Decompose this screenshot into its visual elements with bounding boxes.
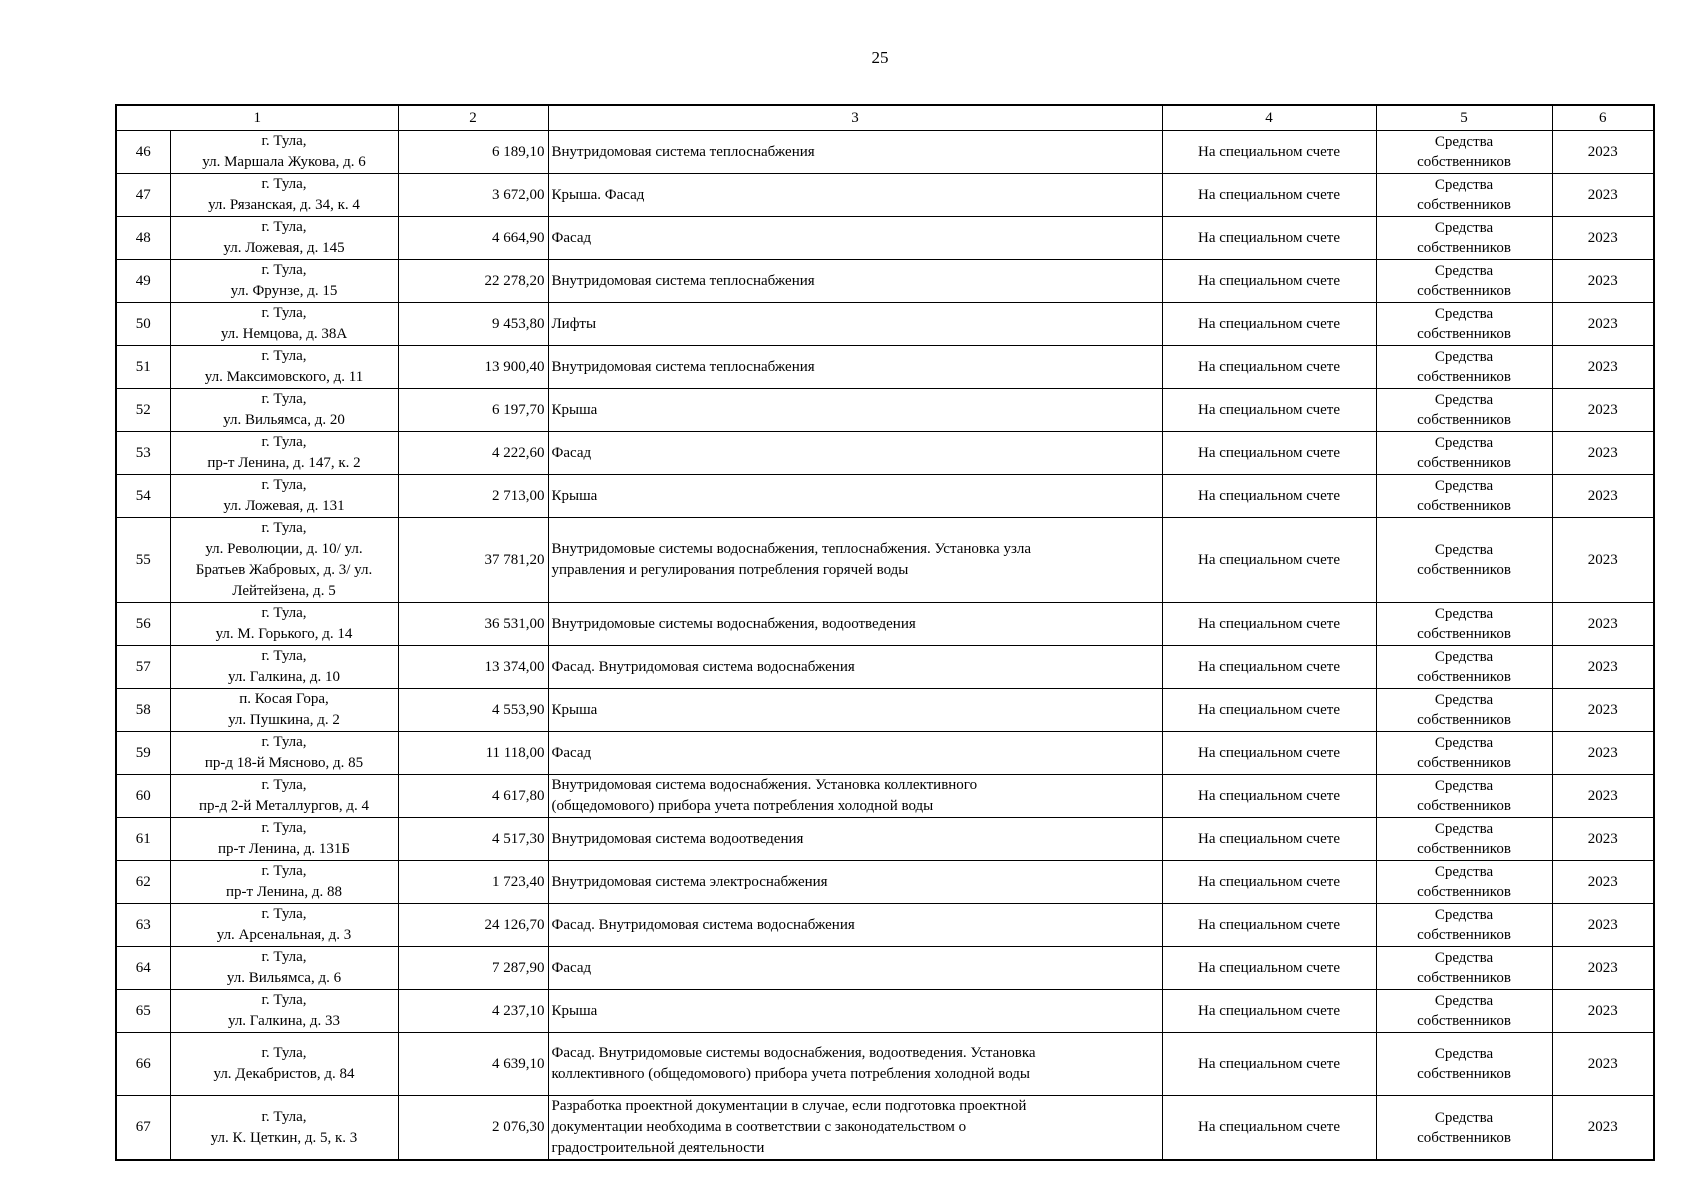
address-line-2: ул. Ложевая, д. 131 bbox=[223, 498, 345, 514]
address bbox=[170, 518, 398, 603]
address-line-1: г. Тула, bbox=[261, 820, 307, 836]
header-col-1: 1 bbox=[116, 105, 398, 131]
funding-source-line-1: Средства bbox=[1434, 864, 1494, 880]
funding-source bbox=[1376, 990, 1552, 1033]
year: 2023 bbox=[1552, 131, 1654, 174]
funding-source-line-2: собственников bbox=[1417, 884, 1511, 900]
work-type: Крыша bbox=[548, 475, 1162, 518]
table-row bbox=[116, 303, 1654, 346]
funding-source bbox=[1376, 603, 1552, 646]
funding-source-line-1: Средства bbox=[1434, 177, 1494, 193]
cost: 13 900,40 bbox=[398, 346, 548, 389]
address bbox=[170, 818, 398, 861]
address-line-4: Лейтейзена, д. 5 bbox=[232, 583, 336, 599]
cost: 4 664,90 bbox=[398, 217, 548, 260]
cost: 4 639,10 bbox=[398, 1033, 548, 1096]
table-row bbox=[116, 646, 1654, 689]
address-line-2: ул. Революции, д. 10/ ул. bbox=[205, 541, 363, 557]
funding-source bbox=[1376, 904, 1552, 947]
funding-source-line-1: Средства bbox=[1434, 950, 1494, 966]
funding-source-line-2: собственников bbox=[1417, 326, 1511, 342]
work-type-line-1: Внутридомовая система водоснабжения. Установка коллективного bbox=[551, 777, 978, 793]
account-type: На специальном счете bbox=[1162, 217, 1376, 260]
address-line-1: г. Тула, bbox=[261, 777, 307, 793]
funding-source-line-1: Средства bbox=[1434, 263, 1494, 279]
table-row bbox=[116, 1096, 1654, 1161]
row-number: 63 bbox=[116, 904, 170, 947]
account-type: На специальном счете bbox=[1162, 260, 1376, 303]
work-type-line-3: градостроительной деятельности bbox=[551, 1140, 765, 1156]
address-line-1: г. Тула, bbox=[261, 734, 307, 750]
address-line-1: г. Тула, bbox=[261, 391, 307, 407]
header-col-2: 2 bbox=[398, 105, 548, 131]
funding-source-line-2: собственников bbox=[1417, 841, 1511, 857]
year: 2023 bbox=[1552, 260, 1654, 303]
header-col-6: 6 bbox=[1552, 105, 1654, 131]
address-line-2: ул. Арсенальная, д. 3 bbox=[216, 927, 352, 943]
address bbox=[170, 904, 398, 947]
table-row bbox=[116, 603, 1654, 646]
funding-source bbox=[1376, 346, 1552, 389]
row-number: 56 bbox=[116, 603, 170, 646]
cost: 7 287,90 bbox=[398, 947, 548, 990]
funding-source bbox=[1376, 775, 1552, 818]
work-type: Внутридомовые системы водоснабжения, водоотведения bbox=[548, 603, 1162, 646]
year: 2023 bbox=[1552, 1096, 1654, 1161]
address-line-1: г. Тула, bbox=[261, 477, 307, 493]
account-type: На специальном счете bbox=[1162, 818, 1376, 861]
work-type: Фасад bbox=[548, 732, 1162, 775]
address bbox=[170, 303, 398, 346]
work-type-line-1: Разработка проектной документации в случае, если подготовка проектной bbox=[551, 1098, 1027, 1114]
work-type bbox=[548, 518, 1162, 603]
funding-source-line-2: собственников bbox=[1417, 669, 1511, 685]
address-line-1: г. Тула, bbox=[261, 605, 307, 621]
funding-source-line-1: Средства bbox=[1434, 306, 1494, 322]
funding-source-line-1: Средства bbox=[1434, 907, 1494, 923]
address-line-2: ул. Галкина, д. 10 bbox=[227, 669, 341, 685]
funding-source-line-1: Средства bbox=[1434, 435, 1494, 451]
address-line-1: г. Тула, bbox=[261, 992, 307, 1008]
row-number: 57 bbox=[116, 646, 170, 689]
address bbox=[170, 432, 398, 475]
work-type bbox=[548, 1096, 1162, 1161]
year: 2023 bbox=[1552, 518, 1654, 603]
cost: 9 453,80 bbox=[398, 303, 548, 346]
work-type-line-2: коллективного (общедомового) прибора учета потребления холодной воды bbox=[551, 1066, 1030, 1082]
address bbox=[170, 1033, 398, 1096]
cost: 6 197,70 bbox=[398, 389, 548, 432]
work-type bbox=[548, 775, 1162, 818]
address-line-2: ул. Декабристов, д. 84 bbox=[213, 1066, 355, 1082]
work-type: Фасад bbox=[548, 947, 1162, 990]
funding-source-line-2: собственников bbox=[1417, 455, 1511, 471]
funding-source-line-2: собственников bbox=[1417, 1013, 1511, 1029]
table-row bbox=[116, 174, 1654, 217]
account-type: На специальном счете bbox=[1162, 475, 1376, 518]
account-type: На специальном счете bbox=[1162, 646, 1376, 689]
cost: 3 672,00 bbox=[398, 174, 548, 217]
account-type: На специальном счете bbox=[1162, 775, 1376, 818]
account-type: На специальном счете bbox=[1162, 990, 1376, 1033]
funding-source bbox=[1376, 217, 1552, 260]
address-line-1: г. Тула, bbox=[261, 348, 307, 364]
address-line-2: ул. Пушкина, д. 2 bbox=[228, 712, 340, 728]
funding-source-line-2: собственников bbox=[1417, 154, 1511, 170]
address-line-1: г. Тула, bbox=[261, 133, 307, 149]
header-col-3: 3 bbox=[548, 105, 1162, 131]
cost: 22 278,20 bbox=[398, 260, 548, 303]
cost: 4 222,60 bbox=[398, 432, 548, 475]
row-number: 59 bbox=[116, 732, 170, 775]
account-type: На специальном счете bbox=[1162, 603, 1376, 646]
address bbox=[170, 689, 398, 732]
year: 2023 bbox=[1552, 389, 1654, 432]
work-type bbox=[548, 1033, 1162, 1096]
table-row bbox=[116, 775, 1654, 818]
year: 2023 bbox=[1552, 732, 1654, 775]
funding-source-line-2: собственников bbox=[1417, 1129, 1511, 1146]
funding-source-line-1: Средства bbox=[1434, 735, 1494, 751]
funding-source bbox=[1376, 1033, 1552, 1096]
year: 2023 bbox=[1552, 904, 1654, 947]
funding-source-line-1: Средства bbox=[1434, 649, 1494, 665]
funding-source-line-1: Средства bbox=[1434, 542, 1494, 558]
address-line-1: г. Тула, bbox=[261, 949, 307, 965]
table-row bbox=[116, 346, 1654, 389]
year: 2023 bbox=[1552, 818, 1654, 861]
address-line-1: г. Тула, bbox=[261, 1045, 307, 1061]
cost: 6 189,10 bbox=[398, 131, 548, 174]
address-line-1: г. Тула, bbox=[261, 305, 307, 321]
address bbox=[170, 775, 398, 818]
year: 2023 bbox=[1552, 346, 1654, 389]
table-row bbox=[116, 1033, 1654, 1096]
row-number: 52 bbox=[116, 389, 170, 432]
table-row bbox=[116, 861, 1654, 904]
address-line-1: г. Тула, bbox=[261, 176, 307, 192]
funding-source-line-2: собственников bbox=[1417, 798, 1511, 814]
cost: 36 531,00 bbox=[398, 603, 548, 646]
row-number: 61 bbox=[116, 818, 170, 861]
funding-source-line-2: собственников bbox=[1417, 369, 1511, 385]
address-line-2: ул. Маршала Жукова, д. 6 bbox=[202, 154, 366, 170]
year: 2023 bbox=[1552, 990, 1654, 1033]
year: 2023 bbox=[1552, 646, 1654, 689]
cost: 11 118,00 bbox=[398, 732, 548, 775]
funding-source-line-2: собственников bbox=[1417, 1066, 1511, 1082]
funding-source bbox=[1376, 432, 1552, 475]
funding-source-line-2: собственников bbox=[1417, 562, 1511, 578]
funding-source-line-2: собственников bbox=[1417, 755, 1511, 771]
account-type: На специальном счете bbox=[1162, 174, 1376, 217]
address-line-2: пр-т Ленина, д. 147, к. 2 bbox=[207, 455, 361, 471]
work-type: Внутридомовая система водоотведения bbox=[548, 818, 1162, 861]
address-line-1: г. Тула, bbox=[261, 262, 307, 278]
address-line-1: п. Косая Гора, bbox=[239, 691, 329, 707]
address bbox=[170, 217, 398, 260]
funding-source-line-1: Средства bbox=[1434, 606, 1494, 622]
row-number: 53 bbox=[116, 432, 170, 475]
address-line-2: пр-т Ленина, д. 131Б bbox=[217, 841, 351, 857]
address-line-1: г. Тула, bbox=[261, 648, 307, 664]
address bbox=[170, 947, 398, 990]
cost: 4 237,10 bbox=[398, 990, 548, 1033]
table-row bbox=[116, 689, 1654, 732]
funding-source bbox=[1376, 689, 1552, 732]
row-number: 46 bbox=[116, 131, 170, 174]
cost: 1 723,40 bbox=[398, 861, 548, 904]
header-col-5: 5 bbox=[1376, 105, 1552, 131]
address bbox=[170, 732, 398, 775]
work-type-line-1: Внутридомовые системы водоснабжения, теплоснабжения. Установка узла bbox=[551, 541, 1032, 557]
account-type: На специальном счете bbox=[1162, 732, 1376, 775]
year: 2023 bbox=[1552, 217, 1654, 260]
funding-source-line-2: собственников bbox=[1417, 712, 1511, 728]
address-line-2: ул. Вильямса, д. 20 bbox=[223, 412, 345, 428]
funding-source-line-2: собственников bbox=[1417, 197, 1511, 213]
address bbox=[170, 131, 398, 174]
funding-source bbox=[1376, 518, 1552, 603]
row-number: 64 bbox=[116, 947, 170, 990]
row-number: 60 bbox=[116, 775, 170, 818]
address-line-2: пр-д 18-й Мясново, д. 85 bbox=[204, 755, 364, 771]
funding-source-line-1: Средства bbox=[1434, 220, 1494, 236]
funding-source bbox=[1376, 131, 1552, 174]
row-number: 47 bbox=[116, 174, 170, 217]
address bbox=[170, 475, 398, 518]
work-type: Крыша. Фасад bbox=[548, 174, 1162, 217]
funding-source-line-2: собственников bbox=[1417, 970, 1511, 986]
work-type: Фасад bbox=[548, 432, 1162, 475]
address-line-1: г. Тула, bbox=[261, 219, 307, 235]
address bbox=[170, 260, 398, 303]
cost: 4 517,30 bbox=[398, 818, 548, 861]
address-line-2: ул. К. Цеткин, д. 5, к. 3 bbox=[210, 1129, 358, 1146]
account-type: На специальном счете bbox=[1162, 432, 1376, 475]
address-line-2: пр-д 2-й Металлургов, д. 4 bbox=[199, 798, 369, 814]
address bbox=[170, 990, 398, 1033]
row-number: 58 bbox=[116, 689, 170, 732]
cost: 2 076,30 bbox=[398, 1096, 548, 1161]
address bbox=[170, 389, 398, 432]
address bbox=[170, 174, 398, 217]
funding-source bbox=[1376, 260, 1552, 303]
address-line-1: г. Тула, bbox=[261, 906, 307, 922]
year: 2023 bbox=[1552, 861, 1654, 904]
year: 2023 bbox=[1552, 174, 1654, 217]
row-number: 55 bbox=[116, 518, 170, 603]
account-type: На специальном счете bbox=[1162, 131, 1376, 174]
row-number: 50 bbox=[116, 303, 170, 346]
row-number: 51 bbox=[116, 346, 170, 389]
work-type: Крыша bbox=[548, 389, 1162, 432]
funding-source-line-1: Средства bbox=[1434, 778, 1494, 794]
funding-source-line-1: Средства bbox=[1434, 1109, 1494, 1126]
table-row bbox=[116, 475, 1654, 518]
work-type: Фасад. Внутридомовая система водоснабжения bbox=[548, 904, 1162, 947]
work-type: Внутридомовая система теплоснабжения bbox=[548, 260, 1162, 303]
row-number: 67 bbox=[116, 1096, 170, 1161]
table-row bbox=[116, 131, 1654, 174]
funding-source bbox=[1376, 174, 1552, 217]
funding-source-line-1: Средства bbox=[1434, 993, 1494, 1009]
work-type: Внутридомовая система теплоснабжения bbox=[548, 131, 1162, 174]
funding-source-line-1: Средства bbox=[1434, 478, 1494, 494]
work-type: Крыша bbox=[548, 990, 1162, 1033]
account-type: На специальном счете bbox=[1162, 389, 1376, 432]
funding-source bbox=[1376, 732, 1552, 775]
table-row bbox=[116, 260, 1654, 303]
address-line-1: г. Тула, bbox=[261, 434, 307, 450]
work-type-line-1: Фасад. Внутридомовые системы водоснабжения, водоотведения. Установка bbox=[551, 1045, 1036, 1061]
funding-source-line-1: Средства bbox=[1434, 134, 1494, 150]
work-type: Фасад bbox=[548, 217, 1162, 260]
account-type: На специальном счете bbox=[1162, 861, 1376, 904]
row-number: 48 bbox=[116, 217, 170, 260]
work-type: Внутридомовая система теплоснабжения bbox=[548, 346, 1162, 389]
address-line-1: г. Тула, bbox=[261, 520, 307, 536]
account-type: На специальном счете bbox=[1162, 346, 1376, 389]
work-type-line-2: управления и регулирования потребления горячей воды bbox=[551, 562, 909, 578]
table-row bbox=[116, 217, 1654, 260]
year: 2023 bbox=[1552, 603, 1654, 646]
address-line-2: ул. Максимовского, д. 11 bbox=[204, 369, 364, 385]
repair-program-table bbox=[115, 104, 1655, 1161]
work-type-line-2: документации необходима в соответствии с законодательством о bbox=[551, 1119, 967, 1135]
funding-source-line-1: Средства bbox=[1434, 392, 1494, 408]
funding-source bbox=[1376, 475, 1552, 518]
row-number: 66 bbox=[116, 1033, 170, 1096]
work-type: Внутридомовая система электроснабжения bbox=[548, 861, 1162, 904]
row-number: 54 bbox=[116, 475, 170, 518]
year: 2023 bbox=[1552, 775, 1654, 818]
account-type: На специальном счете bbox=[1162, 904, 1376, 947]
address-line-2: ул. Вильямса, д. 6 bbox=[226, 970, 342, 986]
address-line-1: г. Тула, bbox=[261, 863, 307, 879]
funding-source-line-1: Средства bbox=[1434, 349, 1494, 365]
year: 2023 bbox=[1552, 689, 1654, 732]
table-row bbox=[116, 904, 1654, 947]
table-row bbox=[116, 432, 1654, 475]
header-col-4: 4 bbox=[1162, 105, 1376, 131]
address-line-2: ул. Фрунзе, д. 15 bbox=[230, 283, 338, 299]
work-type-line-2: (общедомового) прибора учета потребления холодной воды bbox=[551, 798, 934, 814]
address-line-2: пр-т Ленина, д. 88 bbox=[226, 884, 342, 900]
funding-source-line-1: Средства bbox=[1434, 1046, 1494, 1062]
page-number: 25 bbox=[871, 48, 889, 67]
address-line-2: ул. Рязанская, д. 34, к. 4 bbox=[208, 197, 360, 213]
funding-source bbox=[1376, 1096, 1552, 1161]
cost: 2 713,00 bbox=[398, 475, 548, 518]
table-body bbox=[116, 131, 1654, 1161]
funding-source-line-2: собственников bbox=[1417, 240, 1511, 256]
table-row bbox=[116, 732, 1654, 775]
table-row bbox=[116, 818, 1654, 861]
funding-source-line-2: собственников bbox=[1417, 626, 1511, 642]
funding-source-line-1: Средства bbox=[1434, 821, 1494, 837]
account-type: На специальном счете bbox=[1162, 303, 1376, 346]
row-number: 49 bbox=[116, 260, 170, 303]
row-number: 65 bbox=[116, 990, 170, 1033]
account-type: На специальном счете bbox=[1162, 947, 1376, 990]
cost: 4 553,90 bbox=[398, 689, 548, 732]
address-line-2: ул. Немцова, д. 38А bbox=[220, 326, 348, 342]
account-type: На специальном счете bbox=[1162, 689, 1376, 732]
funding-source bbox=[1376, 646, 1552, 689]
funding-source bbox=[1376, 947, 1552, 990]
address-line-2: ул. М. Горького, д. 14 bbox=[215, 626, 353, 642]
account-type: На специальном счете bbox=[1162, 1033, 1376, 1096]
year: 2023 bbox=[1552, 475, 1654, 518]
address-line-1: г. Тула, bbox=[261, 1108, 307, 1125]
work-type: Лифты bbox=[548, 303, 1162, 346]
cost: 13 374,00 bbox=[398, 646, 548, 689]
cost: 37 781,20 bbox=[398, 518, 548, 603]
table-row bbox=[116, 518, 1654, 603]
year: 2023 bbox=[1552, 1033, 1654, 1096]
address-line-2: ул. Ложевая, д. 145 bbox=[223, 240, 345, 256]
address-line-3: Братьев Жабровых, д. 3/ ул. bbox=[195, 562, 373, 578]
year: 2023 bbox=[1552, 432, 1654, 475]
funding-source bbox=[1376, 303, 1552, 346]
funding-source-line-2: собственников bbox=[1417, 927, 1511, 943]
table-row bbox=[116, 389, 1654, 432]
year: 2023 bbox=[1552, 303, 1654, 346]
address bbox=[170, 346, 398, 389]
funding-source-line-1: Средства bbox=[1434, 692, 1494, 708]
funding-source bbox=[1376, 861, 1552, 904]
address-line-2: ул. Галкина, д. 33 bbox=[227, 1013, 341, 1029]
work-type: Фасад. Внутридомовая система водоснабжения bbox=[548, 646, 1162, 689]
funding-source-line-2: собственников bbox=[1417, 283, 1511, 299]
funding-source bbox=[1376, 389, 1552, 432]
table-row bbox=[116, 947, 1654, 990]
table-row bbox=[116, 990, 1654, 1033]
account-type: На специальном счете bbox=[1162, 1096, 1376, 1161]
address bbox=[170, 1096, 398, 1161]
address bbox=[170, 861, 398, 904]
cost: 24 126,70 bbox=[398, 904, 548, 947]
account-type: На специальном счете bbox=[1162, 518, 1376, 603]
table-header bbox=[116, 105, 1654, 131]
funding-source bbox=[1376, 818, 1552, 861]
row-number: 62 bbox=[116, 861, 170, 904]
work-type: Крыша bbox=[548, 689, 1162, 732]
year: 2023 bbox=[1552, 947, 1654, 990]
address bbox=[170, 646, 398, 689]
funding-source-line-2: собственников bbox=[1417, 412, 1511, 428]
funding-source-line-2: собственников bbox=[1417, 498, 1511, 514]
cost: 4 617,80 bbox=[398, 775, 548, 818]
address bbox=[170, 603, 398, 646]
